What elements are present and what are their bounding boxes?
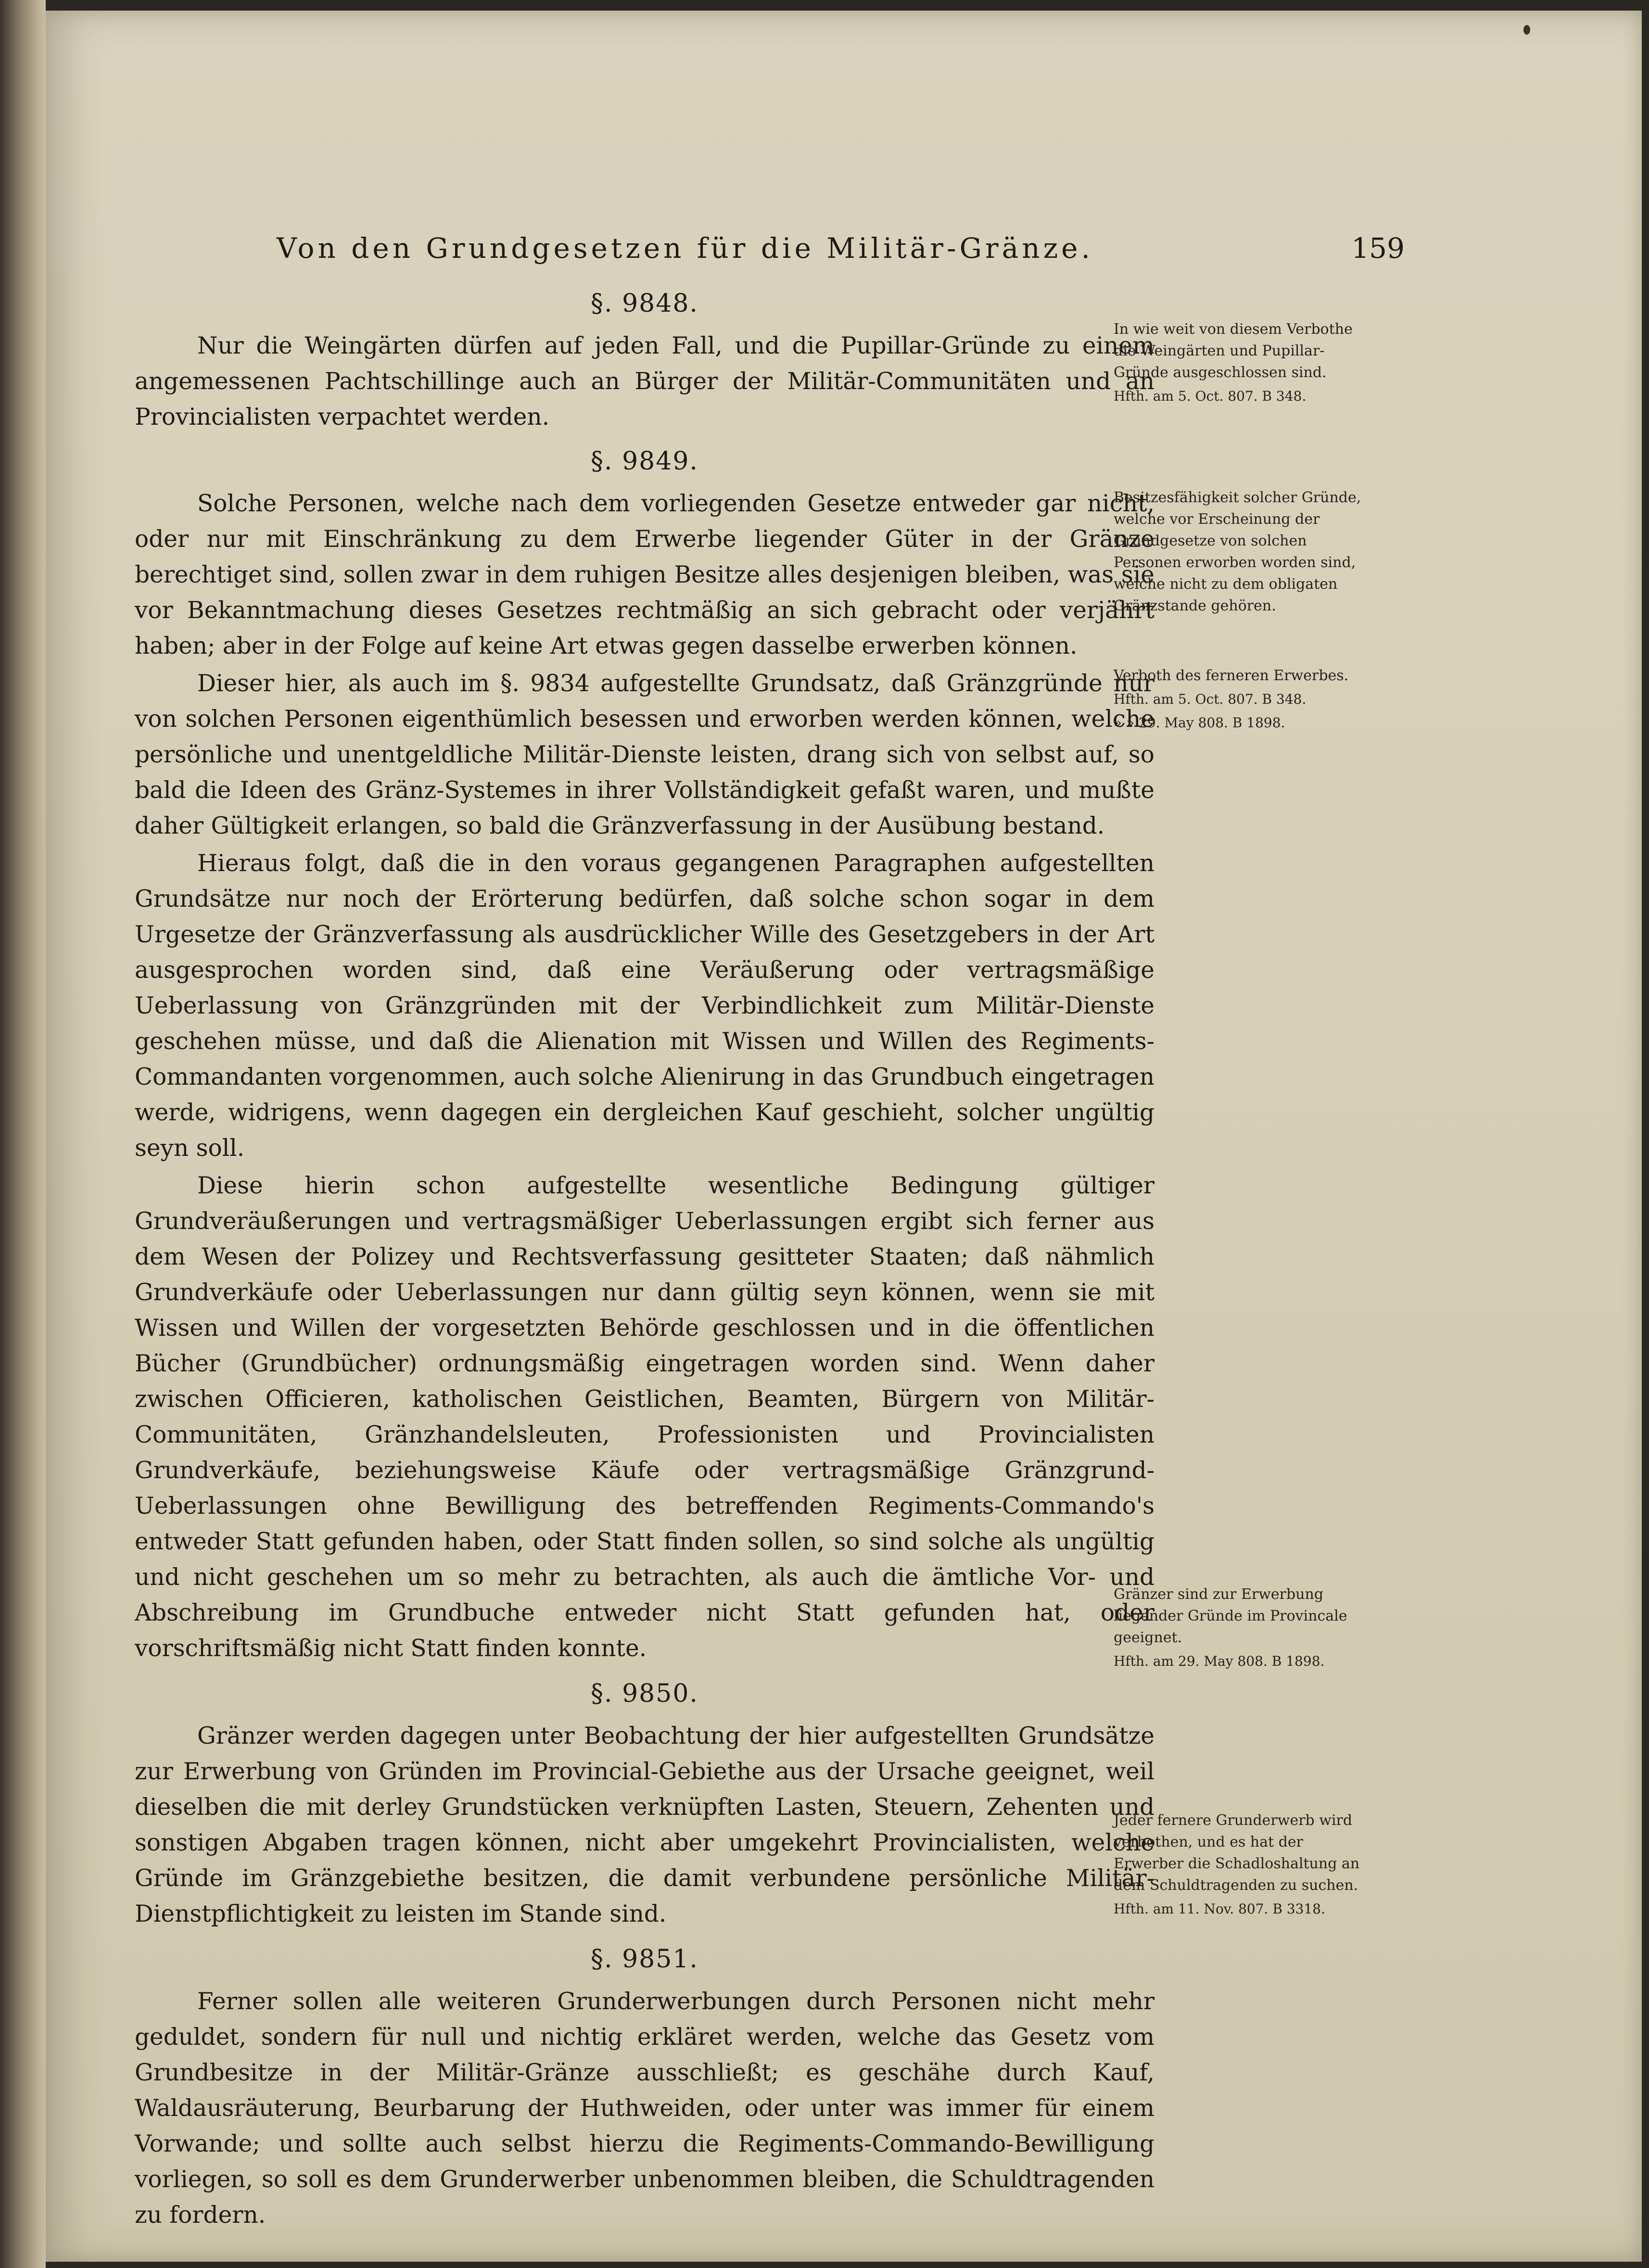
margin-note-text: In wie weit von diesem Verbothe die Weingärten und Pupillar-Gründe ausgeschlossen sind. bbox=[1114, 321, 1353, 381]
paragraph: Solche Personen, welche nach dem vorliegenden Gesetze entweder gar nicht, oder nur mit Einschränkung zu dem Erwerbe liegender Güter in der Gränze berechtiget sind, sollen zwar in dem ruhigen Besitze alles desjenigen bleiben, was sie vor Bekanntmachung dieses Gesetzes rechtmäßig an sich gebracht oder verjährt haben; aber in der Folge auf keine Art etwas gegen dasselbe erwerben können. bbox=[135, 490, 1154, 659]
margin-note-text: Gränzer sind zur Erwerbung liegender Gründe im Provincale geeignet. bbox=[1114, 1586, 1347, 1646]
ink-spot bbox=[1523, 25, 1530, 35]
book-page bbox=[46, 11, 1642, 2262]
margin-note bbox=[1114, 1584, 1373, 1672]
margin-note-reference: Hfth. am 5. Oct. 807. B 348. bbox=[1114, 691, 1307, 707]
margin-note-reference: Hfth. am 29. May 808. B 1898. bbox=[1114, 1653, 1325, 1669]
margin-note-text: Besitzesfähigkeit solcher Gründe, welche vor Erscheinung der Grundgesetze von solchen Personen erworben worden sind, welche nicht zu dem obligaten Gränzstande gehören. bbox=[1114, 489, 1361, 614]
book-spine bbox=[0, 0, 46, 2268]
margin-note-text: Jeder fernere Grunderwerb wird verbothen, und es hat der Erwerber die Schadloshaltung an dem Schuldtragenden zu suchen. bbox=[1114, 1812, 1360, 1894]
margin-note-text: Verboth des ferneren Erwerbes. bbox=[1114, 667, 1349, 684]
section-heading: §. 9851. bbox=[591, 1945, 698, 1974]
paragraph: Nur die Weingärten dürfen auf jeden Fall, und die Pupillar-Gründe zu einem angemessenen Pachtschillinge auch an Bürger der Militär-Communitäten und an Provincialisten verpachtet werden. bbox=[135, 332, 1154, 431]
section-heading: §. 9848. bbox=[591, 289, 698, 318]
margin-note bbox=[1114, 487, 1373, 617]
running-head: Von den Grundgesetzen für die Militär-Gränze. bbox=[277, 232, 1093, 265]
margin-note bbox=[1114, 318, 1373, 407]
main-text bbox=[135, 280, 1154, 2233]
margin-note-reference: » » 29. May 808. B 1898. bbox=[1114, 715, 1285, 731]
paragraph: Dieser hier, als auch im §. 9834 aufgestellte Grundsatz, daß Gränzgründe nur von solchen Personen eigenthümlich besessen und erworben werden können, welche persönliche und unentgeldliche Militär-Dienste leisten, drang sich von selbst auf, so bald die Ideen des Gränz-Systemes in ihrer Vollständigkeit gefaßt waren, und mußte daher Gültigkeit erlangen, so bald die Gränzverfassung in der Ausübung bestand. bbox=[135, 670, 1154, 839]
section-heading: §. 9850. bbox=[591, 1679, 698, 1708]
section-heading: §. 9849. bbox=[591, 447, 698, 476]
margin-note-reference: Hfth. am 11. Nov. 807. B 3318. bbox=[1114, 1901, 1325, 1917]
margin-note bbox=[1114, 665, 1373, 734]
paragraph: Gränzer werden dagegen unter Beobachtung der hier aufgestellten Grundsätze zur Erwerbung von Gründen im Provincial-Gebiethe aus der Ursache geeignet, weil dieselben die mit derley Grundstücken verknüpften Lasten, Steuern, Zehenten und sonstigen Abgaben tragen können, nicht aber umgekehrt Provincialisten, welche Gründe im Gränzgebiethe besitzen, die damit verbundene persönliche Militär-Dienstpflichtigkeit zu leisten im Stande sind. bbox=[135, 1723, 1154, 1927]
page-number: 159 bbox=[1351, 232, 1405, 265]
paragraph: Ferner sollen alle weiteren Grunderwerbungen durch Personen nicht mehr geduldet, sondern für null und nichtig erkläret werden, welche das Gesetz vom Grundbesitze in der Militär-Gränze ausschließt; es geschähe durch Kauf, Waldausräuterung, Beurbarung der Huthweiden, oder unter was immer für einem Vorwande; und sollte auch selbst hierzu die Regiments-Commando-Bewilligung vorliegen, so soll es dem Grunderwerber unbenommen bleiben, die Schuldtragenden zu fordern. bbox=[135, 1988, 1154, 2229]
paragraph: Diese hierin schon aufgestellte wesentliche Bedingung gültiger Grundveräußerungen und vertragsmäßiger Ueberlassungen ergibt sich ferner aus dem Wesen der Polizey und Rechtsverfassung gesitteter Staaten; daß nähmlich Grundverkäufe oder Ueberlassungen nur dann gültig seyn können, wenn sie mit Wissen und Willen der vorgesetzten Behörde geschlossen und in die öffentlichen Bücher (Grundbücher) ordnungsmäßig eingetragen worden sind. Wenn daher zwischen Officieren, katholischen Geistlichen, Beamten, Bürgern von Militär-Communitäten, Gränzhandelsleuten, Professionisten und Provincialisten Grundverkäufe, beziehungsweise Käufe oder vertragsmäßige Gränzgrund-Ueberlassungen ohne Bewilligung des betreffenden Regiments-Commando's entweder Statt gefunden haben, oder Statt finden sollen, so sind solche als ungültig und nicht geschehen um so mehr zu betrachten, als auch die ämtliche Vor- und Abschreibung im Grundbuche entweder nicht Statt gefunden hat, oder vorschriftsmäßig nicht Statt finden konnte. bbox=[135, 1172, 1154, 1662]
margin-note bbox=[1114, 1810, 1373, 1920]
margin-note-reference: Hfth. am 5. Oct. 807. B 348. bbox=[1114, 388, 1307, 404]
paragraph: Hieraus folgt, daß die in den voraus gegangenen Paragraphen aufgestellten Grundsätze nur noch der Erörterung bedürfen, daß solche schon sogar in dem Urgesetze der Gränzverfassung als ausdrücklicher Wille des Gesetzgebers in der Art ausgesprochen worden sind, daß eine Veräußerung oder vertragsmäßige Ueberlassung von Gränzgründen mit der Verbindlichkeit zum Militär-Dienste geschehen müsse, und daß die Alienation mit Wissen und Willen des Regiments-Commandanten vorgenommen, auch solche Alienirung in das Grundbuch eingetragen werde, widrigens, wenn dagegen ein dergleichen Kauf geschieht, solcher ungültig seyn soll. bbox=[135, 850, 1154, 1162]
